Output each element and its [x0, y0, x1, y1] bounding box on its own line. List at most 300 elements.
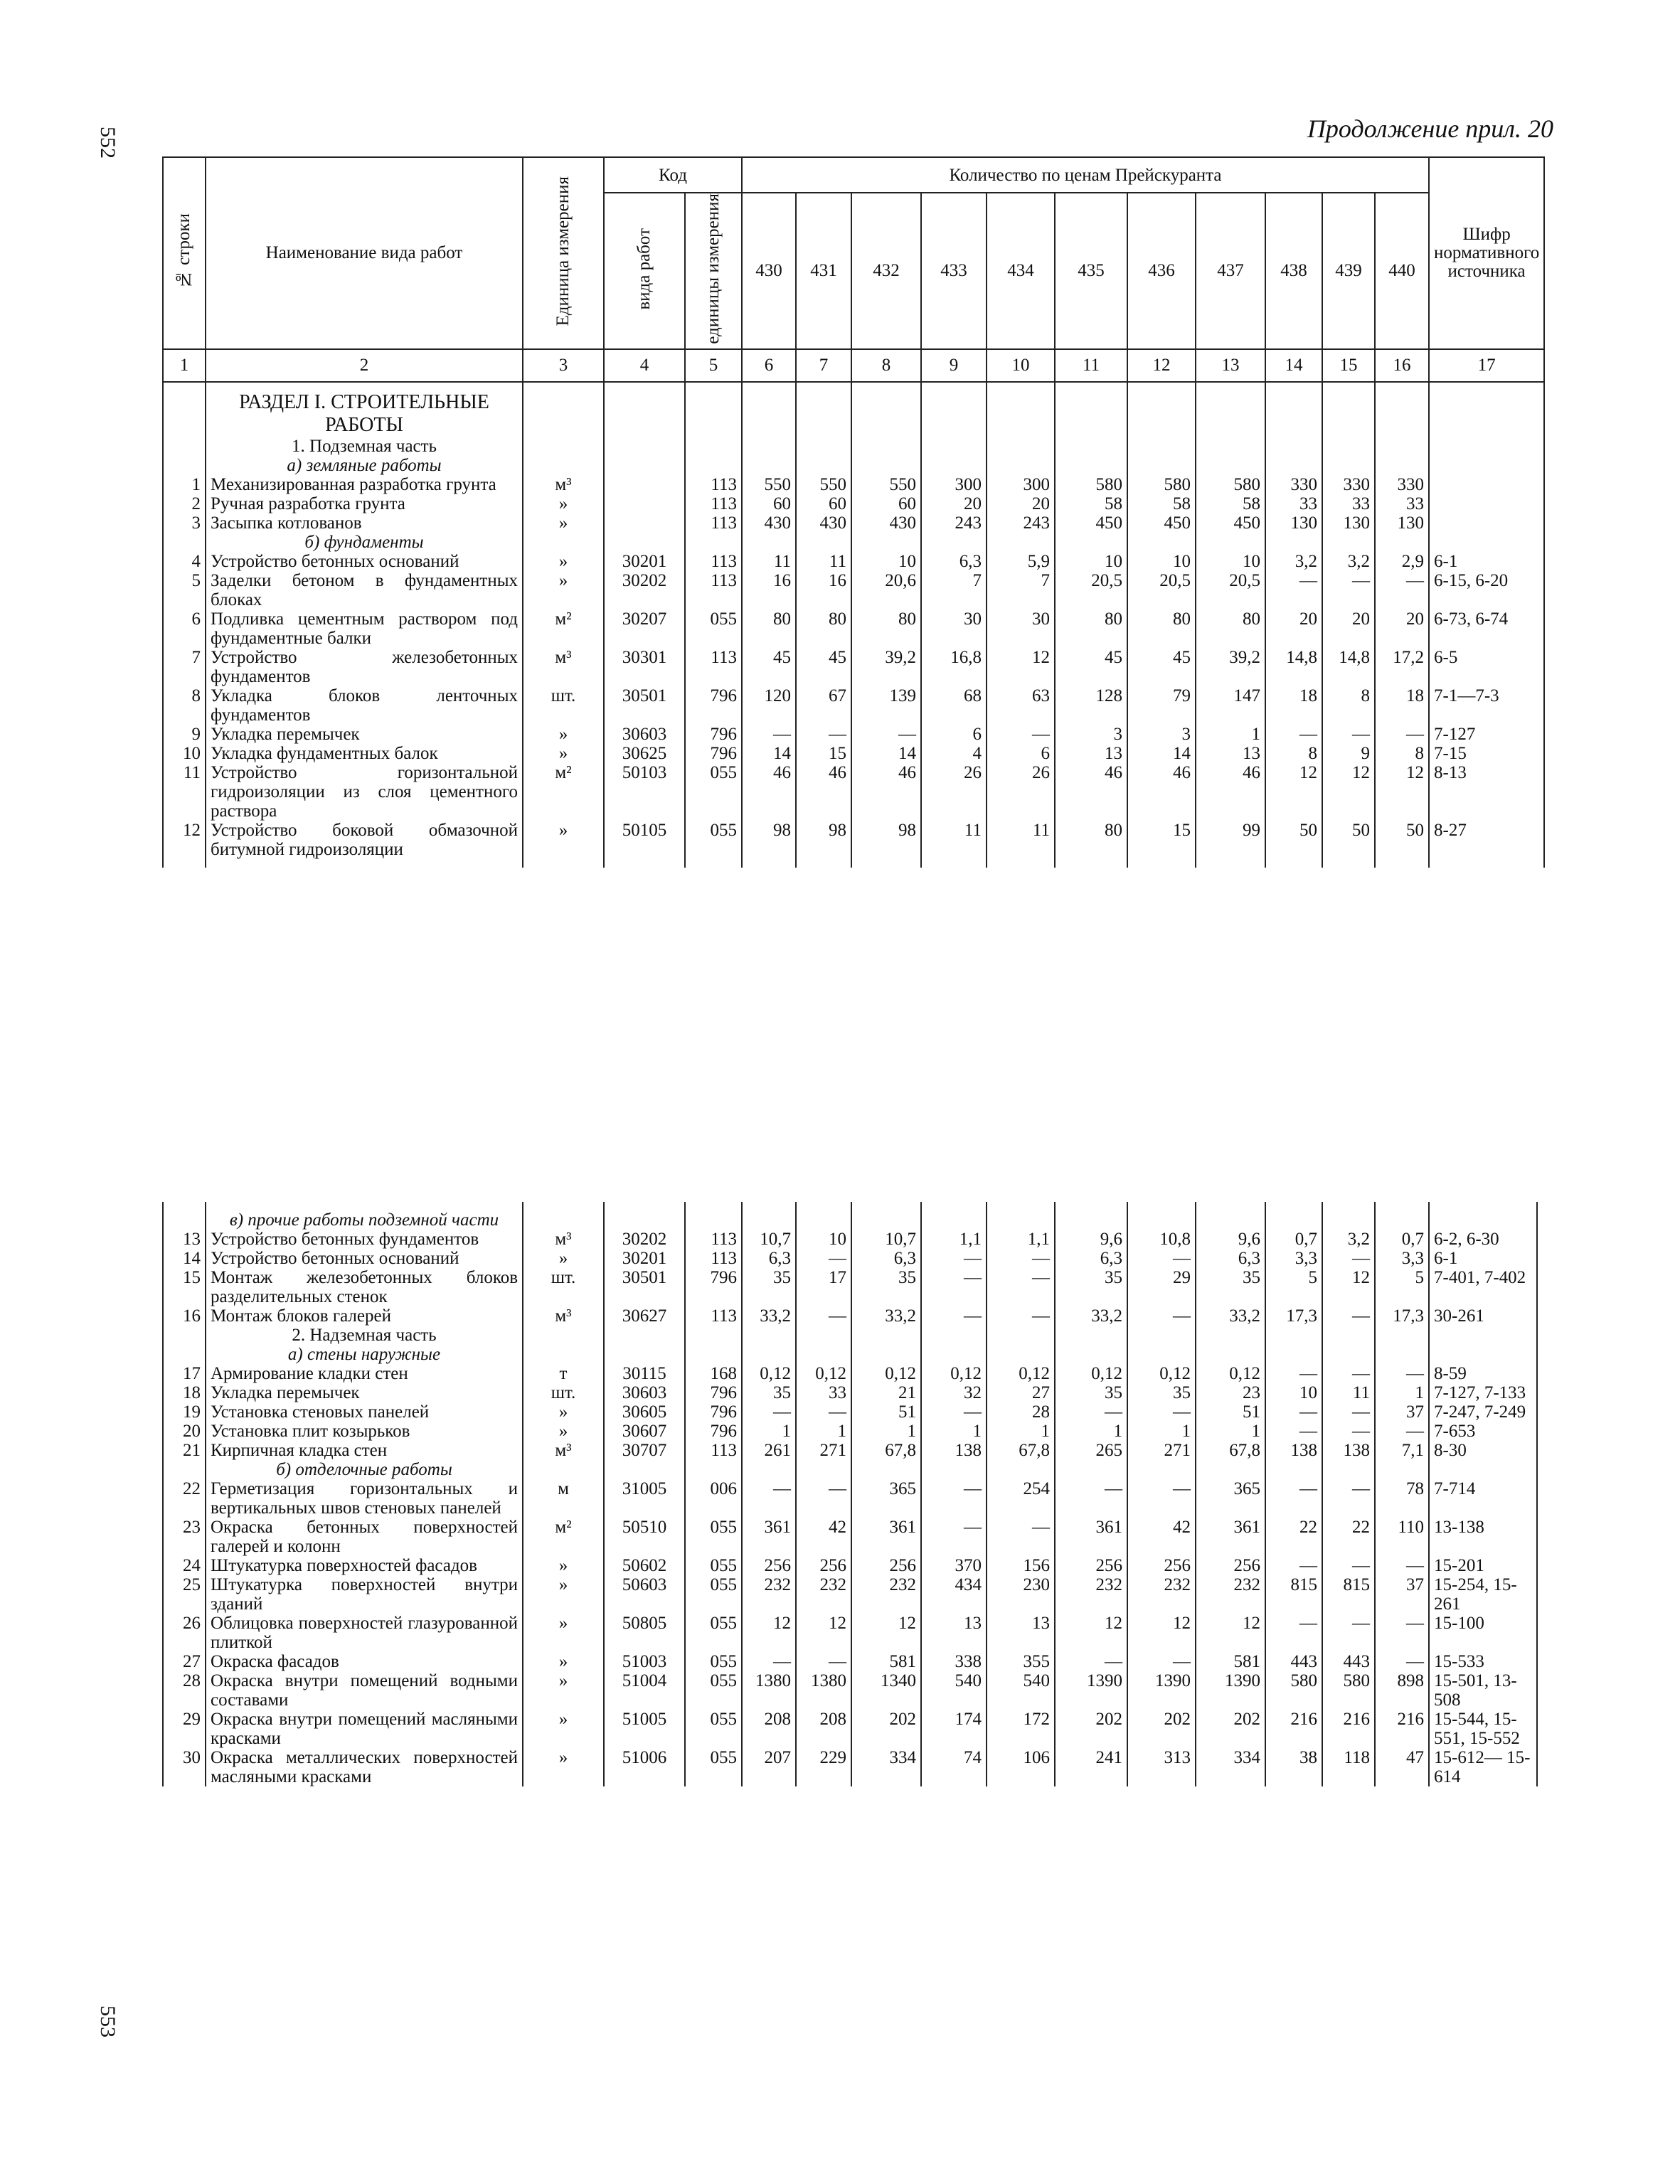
qty-434: 11 [987, 821, 1055, 859]
work-name: Окраска внутри помещений водными составами [206, 1671, 523, 1710]
qty-431: 256 [796, 1556, 851, 1575]
unit: » [523, 494, 604, 513]
qty-440: — [1375, 1652, 1429, 1671]
unit: м² [523, 1518, 604, 1556]
qty-431: 16 [796, 571, 851, 609]
qty-439: 130 [1322, 513, 1375, 533]
code-work: 30201 [604, 552, 685, 571]
code-work: 30607 [604, 1422, 685, 1441]
row-number: 20 [163, 1422, 206, 1441]
qty-440: 50 [1375, 821, 1429, 859]
qty-436: 45 [1127, 648, 1196, 686]
code-work: 30627 [604, 1306, 685, 1326]
source-code: 7-127, 7-133 [1429, 1383, 1537, 1402]
qty-434: 30 [987, 609, 1055, 648]
code-work: 50103 [604, 763, 685, 821]
qty-432: 60 [851, 494, 921, 513]
table-row [163, 1364, 1537, 1383]
qty-437: 99 [1196, 821, 1265, 859]
qty-437: 46 [1196, 763, 1265, 821]
qty-436: 80 [1127, 609, 1196, 648]
qty-433: 68 [921, 686, 987, 725]
qty-435: 232 [1055, 1575, 1127, 1614]
qty-437: 9,6 [1196, 1230, 1265, 1249]
code-work: 30603 [604, 725, 685, 744]
qty-432: 21 [851, 1383, 921, 1402]
qty-437: 0,12 [1196, 1364, 1265, 1383]
work-name: Штукатурка поверхностей внутри зданий [206, 1575, 523, 1614]
qty-431: 1 [796, 1422, 851, 1441]
qty-435: — [1055, 1652, 1127, 1671]
spacer-row [163, 859, 1544, 868]
row-number: 29 [163, 1710, 206, 1748]
qty-433: 6,3 [921, 552, 987, 571]
source-code: 15-501, 13-508 [1429, 1671, 1537, 1710]
qty-432: 232 [851, 1575, 921, 1614]
qty-433: — [921, 1518, 987, 1556]
qty-439: 3,2 [1322, 552, 1375, 571]
qty-436: 15 [1127, 821, 1196, 859]
qty-440: 12 [1375, 763, 1429, 821]
qty-439: — [1322, 1402, 1375, 1422]
code-unit: 796 [685, 686, 742, 725]
qty-435: 241 [1055, 1748, 1127, 1786]
table-row [163, 494, 1544, 513]
source-code: 7-15 [1429, 744, 1544, 763]
unit: » [523, 1575, 604, 1614]
source-code: 7-653 [1429, 1422, 1537, 1441]
code-unit: 113 [685, 1230, 742, 1249]
qty-432: 14 [851, 744, 921, 763]
work-name: Окраска фасадов [206, 1652, 523, 1671]
qty-436: — [1127, 1479, 1196, 1518]
hdr-code-work: вида работ [634, 228, 654, 310]
qty-436: 1 [1127, 1422, 1196, 1441]
qty-432: 550 [851, 475, 921, 494]
qty-432: 0,12 [851, 1364, 921, 1383]
qty-430: 430 [742, 513, 796, 533]
source-code [1429, 494, 1544, 513]
code-work: 30603 [604, 1383, 685, 1402]
unit: » [523, 1748, 604, 1786]
table-part-2 [162, 1202, 1538, 1786]
qty-437: 20,5 [1196, 571, 1265, 609]
qty-431: 60 [796, 494, 851, 513]
qty-431: 17 [796, 1268, 851, 1306]
qty-437: 147 [1196, 686, 1265, 725]
qty-439: — [1322, 1249, 1375, 1268]
row-number: 9 [163, 725, 206, 744]
qty-431: 12 [796, 1614, 851, 1652]
qty-435: 0,12 [1055, 1364, 1127, 1383]
section-heading-row [163, 437, 1544, 456]
unit: » [523, 1422, 604, 1441]
source-code: 6-1 [1429, 552, 1544, 571]
qty-436: 12 [1127, 1614, 1196, 1652]
qty-438: — [1265, 1402, 1322, 1422]
row-number: 4 [163, 552, 206, 571]
code-work: 51003 [604, 1652, 685, 1671]
qty-435: 20,5 [1055, 571, 1127, 609]
code-work [604, 475, 685, 494]
qty-435: 1 [1055, 1422, 1127, 1441]
code-work: 30115 [604, 1364, 685, 1383]
code-unit: 055 [685, 1652, 742, 1671]
qty-436: 79 [1127, 686, 1196, 725]
row-number: 3 [163, 513, 206, 533]
code-work: 50602 [604, 1556, 685, 1575]
code-unit: 055 [685, 1710, 742, 1748]
qty-432: 334 [851, 1748, 921, 1786]
qty-433: 0,12 [921, 1364, 987, 1383]
qty-439: 3,2 [1322, 1230, 1375, 1249]
code-work: 50105 [604, 821, 685, 859]
work-name: Устройство бетонных оснований [206, 552, 523, 571]
work-name: Установка плит козырьков [206, 1422, 523, 1441]
table-row [163, 1383, 1537, 1402]
code-unit: 006 [685, 1479, 742, 1518]
qty-436: 202 [1127, 1710, 1196, 1748]
qty-433: 7 [921, 571, 987, 609]
qty-439: 118 [1322, 1748, 1375, 1786]
qty-430: 232 [742, 1575, 796, 1614]
unit: м² [523, 609, 604, 648]
qty-430: 46 [742, 763, 796, 821]
qty-437: 6,3 [1196, 1249, 1265, 1268]
code-unit: 055 [685, 1748, 742, 1786]
hdr-price-440: 440 [1375, 193, 1429, 349]
qty-432: 202 [851, 1710, 921, 1748]
unit: » [523, 571, 604, 609]
qty-438: 815 [1265, 1575, 1322, 1614]
qty-438: — [1265, 1614, 1322, 1652]
source-code: 15-612— 15-614 [1429, 1748, 1537, 1786]
source-code: 7-247, 7-249 [1429, 1402, 1537, 1422]
code-unit: 055 [685, 821, 742, 859]
qty-440: 3,3 [1375, 1249, 1429, 1268]
qty-435: 80 [1055, 609, 1127, 648]
subsection-title: в) прочие работы подземной части [206, 1210, 523, 1230]
section-heading-row [163, 1460, 1537, 1479]
hdr-price-432: 432 [851, 193, 921, 349]
hdr-colnum: 17 [1429, 349, 1544, 382]
qty-431: 232 [796, 1575, 851, 1614]
qty-438: 14,8 [1265, 648, 1322, 686]
qty-435: 35 [1055, 1383, 1127, 1402]
continuation-title: Продолжение прил. 20 [1307, 114, 1553, 143]
qty-433: 370 [921, 1556, 987, 1575]
code-work: 30207 [604, 609, 685, 648]
hdr-colnum: 16 [1375, 349, 1429, 382]
row-number: 8 [163, 686, 206, 725]
qty-440: — [1375, 1614, 1429, 1652]
qty-434: 12 [987, 648, 1055, 686]
code-unit: 796 [685, 1402, 742, 1422]
code-work: 30202 [604, 1230, 685, 1249]
hdr-colnum: 8 [851, 349, 921, 382]
hdr-price-436: 436 [1127, 193, 1196, 349]
qty-431: 10 [796, 1230, 851, 1249]
hdr-price-438: 438 [1265, 193, 1322, 349]
source-code [1429, 475, 1544, 494]
unit: » [523, 1249, 604, 1268]
work-name: Устройство бетонных оснований [206, 1249, 523, 1268]
qty-437: 13 [1196, 744, 1265, 763]
qty-430: 261 [742, 1441, 796, 1460]
code-unit: 113 [685, 1306, 742, 1326]
qty-431: — [796, 725, 851, 744]
qty-438: — [1265, 1556, 1322, 1575]
qty-434: 230 [987, 1575, 1055, 1614]
unit: » [523, 1556, 604, 1575]
work-name: Засыпка котлованов [206, 513, 523, 533]
row-number: 22 [163, 1479, 206, 1518]
qty-431: 42 [796, 1518, 851, 1556]
table-row [163, 763, 1544, 821]
qty-439: — [1322, 725, 1375, 744]
row-number: 6 [163, 609, 206, 648]
qty-439: 216 [1322, 1710, 1375, 1748]
code-unit: 113 [685, 552, 742, 571]
qty-430: 6,3 [742, 1249, 796, 1268]
unit: » [523, 744, 604, 763]
qty-434: 27 [987, 1383, 1055, 1402]
code-work [604, 513, 685, 533]
table-row [163, 1422, 1537, 1441]
code-unit: 055 [685, 1556, 742, 1575]
qty-438: 33 [1265, 494, 1322, 513]
code-work: 30605 [604, 1402, 685, 1422]
code-unit: 055 [685, 1518, 742, 1556]
hdr-name: Наименование вида работ [206, 157, 523, 349]
qty-439: 138 [1322, 1441, 1375, 1460]
qty-435: 1390 [1055, 1671, 1127, 1710]
qty-440: 5 [1375, 1268, 1429, 1306]
qty-438: 18 [1265, 686, 1322, 725]
source-code: 8-27 [1429, 821, 1544, 859]
qty-439: 443 [1322, 1652, 1375, 1671]
qty-435: 35 [1055, 1268, 1127, 1306]
qty-439: — [1322, 1614, 1375, 1652]
qty-430: — [742, 1402, 796, 1422]
qty-434: 5,9 [987, 552, 1055, 571]
qty-431: — [796, 1249, 851, 1268]
qty-434: 7 [987, 571, 1055, 609]
qty-430: 35 [742, 1383, 796, 1402]
qty-434: 355 [987, 1652, 1055, 1671]
qty-437: 581 [1196, 1652, 1265, 1671]
qty-438: 50 [1265, 821, 1322, 859]
qty-432: 361 [851, 1518, 921, 1556]
qty-435: 45 [1055, 648, 1127, 686]
code-unit: 113 [685, 475, 742, 494]
qty-439: — [1322, 1479, 1375, 1518]
qty-440: 2,9 [1375, 552, 1429, 571]
table-row [163, 1575, 1537, 1614]
table-row [163, 686, 1544, 725]
qty-434: 1,1 [987, 1230, 1055, 1249]
qty-431: 46 [796, 763, 851, 821]
row-number: 11 [163, 763, 206, 821]
hdr-colnum: 9 [921, 349, 987, 382]
qty-435: 361 [1055, 1518, 1127, 1556]
qty-437: 58 [1196, 494, 1265, 513]
work-name: Устройство горизонтальной гидроизоляции из слоя цементного раствора [206, 763, 523, 821]
unit: м [523, 1479, 604, 1518]
row-number: 7 [163, 648, 206, 686]
row-number: 26 [163, 1614, 206, 1652]
qty-438: 3,2 [1265, 552, 1322, 571]
source-code: 8-59 [1429, 1364, 1537, 1383]
qty-434: 28 [987, 1402, 1055, 1422]
qty-438: 17,3 [1265, 1306, 1322, 1326]
table-row [163, 609, 1544, 648]
page-number-bottom: 553 [96, 2005, 119, 2037]
qty-438: 138 [1265, 1441, 1322, 1460]
code-unit: 168 [685, 1364, 742, 1383]
qty-434: — [987, 1518, 1055, 1556]
qty-434: 6 [987, 744, 1055, 763]
table-row [163, 1306, 1537, 1326]
unit: » [523, 725, 604, 744]
qty-430: — [742, 1652, 796, 1671]
qty-434: 63 [987, 686, 1055, 725]
hdr-colnum: 6 [742, 349, 796, 382]
source-code: 6-1 [1429, 1249, 1537, 1268]
code-work [604, 494, 685, 513]
table-row [163, 1671, 1537, 1710]
qty-431: 67 [796, 686, 851, 725]
qty-435: 13 [1055, 744, 1127, 763]
qty-438: 443 [1265, 1652, 1322, 1671]
source-code: 6-5 [1429, 648, 1544, 686]
source-code: 15-100 [1429, 1614, 1537, 1652]
qty-436: — [1127, 1402, 1196, 1422]
source-code: 7-1—7-3 [1429, 686, 1544, 725]
qty-436: 29 [1127, 1268, 1196, 1306]
qty-439: 330 [1322, 475, 1375, 494]
code-unit: 113 [685, 1249, 742, 1268]
qty-431: — [796, 1479, 851, 1518]
qty-434: 172 [987, 1710, 1055, 1748]
qty-433: 74 [921, 1748, 987, 1786]
qty-431: 45 [796, 648, 851, 686]
table-row [163, 1652, 1537, 1671]
qty-430: 207 [742, 1748, 796, 1786]
hdr-unit: Единица измерения [553, 176, 573, 326]
qty-439: — [1322, 1306, 1375, 1326]
qty-430: 12 [742, 1614, 796, 1652]
qty-430: 45 [742, 648, 796, 686]
hdr-colnum: 3 [523, 349, 604, 382]
qty-435: 46 [1055, 763, 1127, 821]
table-row [163, 1518, 1537, 1556]
qty-436: 10 [1127, 552, 1196, 571]
table-row [163, 1556, 1537, 1575]
qty-430: 11 [742, 552, 796, 571]
row-number: 23 [163, 1518, 206, 1556]
unit: » [523, 1652, 604, 1671]
qty-435: 33,2 [1055, 1306, 1127, 1326]
work-name: Установка стеновых панелей [206, 1402, 523, 1422]
qty-432: 256 [851, 1556, 921, 1575]
table-row [163, 513, 1544, 533]
qty-436: 3 [1127, 725, 1196, 744]
code-unit: 796 [685, 1383, 742, 1402]
table-row [163, 1479, 1537, 1518]
row-number: 25 [163, 1575, 206, 1614]
qty-437: 10 [1196, 552, 1265, 571]
subsection-title: а) стены наружные [206, 1345, 523, 1364]
qty-438: 330 [1265, 475, 1322, 494]
hdr-source: Шифр нормативного источника [1429, 157, 1544, 349]
work-name: Устройство боковой обмазочной битумной гидроизоляции [206, 821, 523, 859]
qty-437: 67,8 [1196, 1441, 1265, 1460]
work-name: Окраска металлических поверхностей масляными красками [206, 1748, 523, 1786]
qty-436: — [1127, 1306, 1196, 1326]
qty-434: 300 [987, 475, 1055, 494]
qty-431: 11 [796, 552, 851, 571]
qty-433: 16,8 [921, 648, 987, 686]
qty-431: 208 [796, 1710, 851, 1748]
row-number: 19 [163, 1402, 206, 1422]
qty-430: 35 [742, 1268, 796, 1306]
row-number: 24 [163, 1556, 206, 1575]
qty-440: — [1375, 571, 1429, 609]
qty-431: 430 [796, 513, 851, 533]
qty-437: 1 [1196, 725, 1265, 744]
qty-432: 20,6 [851, 571, 921, 609]
qty-439: 12 [1322, 1268, 1375, 1306]
qty-436: 46 [1127, 763, 1196, 821]
qty-430: — [742, 1479, 796, 1518]
qty-434: 106 [987, 1748, 1055, 1786]
qty-438: 38 [1265, 1748, 1322, 1786]
table-row [163, 1230, 1537, 1249]
qty-431: 0,12 [796, 1364, 851, 1383]
qty-435: — [1055, 1402, 1127, 1422]
row-number: 15 [163, 1268, 206, 1306]
qty-433: 11 [921, 821, 987, 859]
qty-430: 256 [742, 1556, 796, 1575]
qty-434: 20 [987, 494, 1055, 513]
code-unit: 796 [685, 744, 742, 763]
unit: шт. [523, 1268, 604, 1306]
qty-436: — [1127, 1652, 1196, 1671]
source-code: 8-13 [1429, 763, 1544, 821]
qty-439: 33 [1322, 494, 1375, 513]
source-code: 7-127 [1429, 725, 1544, 744]
row-number: 18 [163, 1383, 206, 1402]
qty-436: 450 [1127, 513, 1196, 533]
code-work: 30625 [604, 744, 685, 763]
work-name: Окраска бетонных поверхностей галерей и колонн [206, 1518, 523, 1556]
row-number: 28 [163, 1671, 206, 1710]
qty-439: 12 [1322, 763, 1375, 821]
qty-433: — [921, 1402, 987, 1422]
unit: » [523, 552, 604, 571]
source-code: 8-30 [1429, 1441, 1537, 1460]
qty-440: 898 [1375, 1671, 1429, 1710]
qty-433: 1 [921, 1422, 987, 1441]
unit: м³ [523, 1441, 604, 1460]
qty-432: 33,2 [851, 1306, 921, 1326]
hdr-row-no: № строки [174, 213, 193, 289]
qty-432: 98 [851, 821, 921, 859]
subsection-title: б) отделочные работы [206, 1460, 523, 1479]
qty-436: — [1127, 1249, 1196, 1268]
hdr-price-433: 433 [921, 193, 987, 349]
